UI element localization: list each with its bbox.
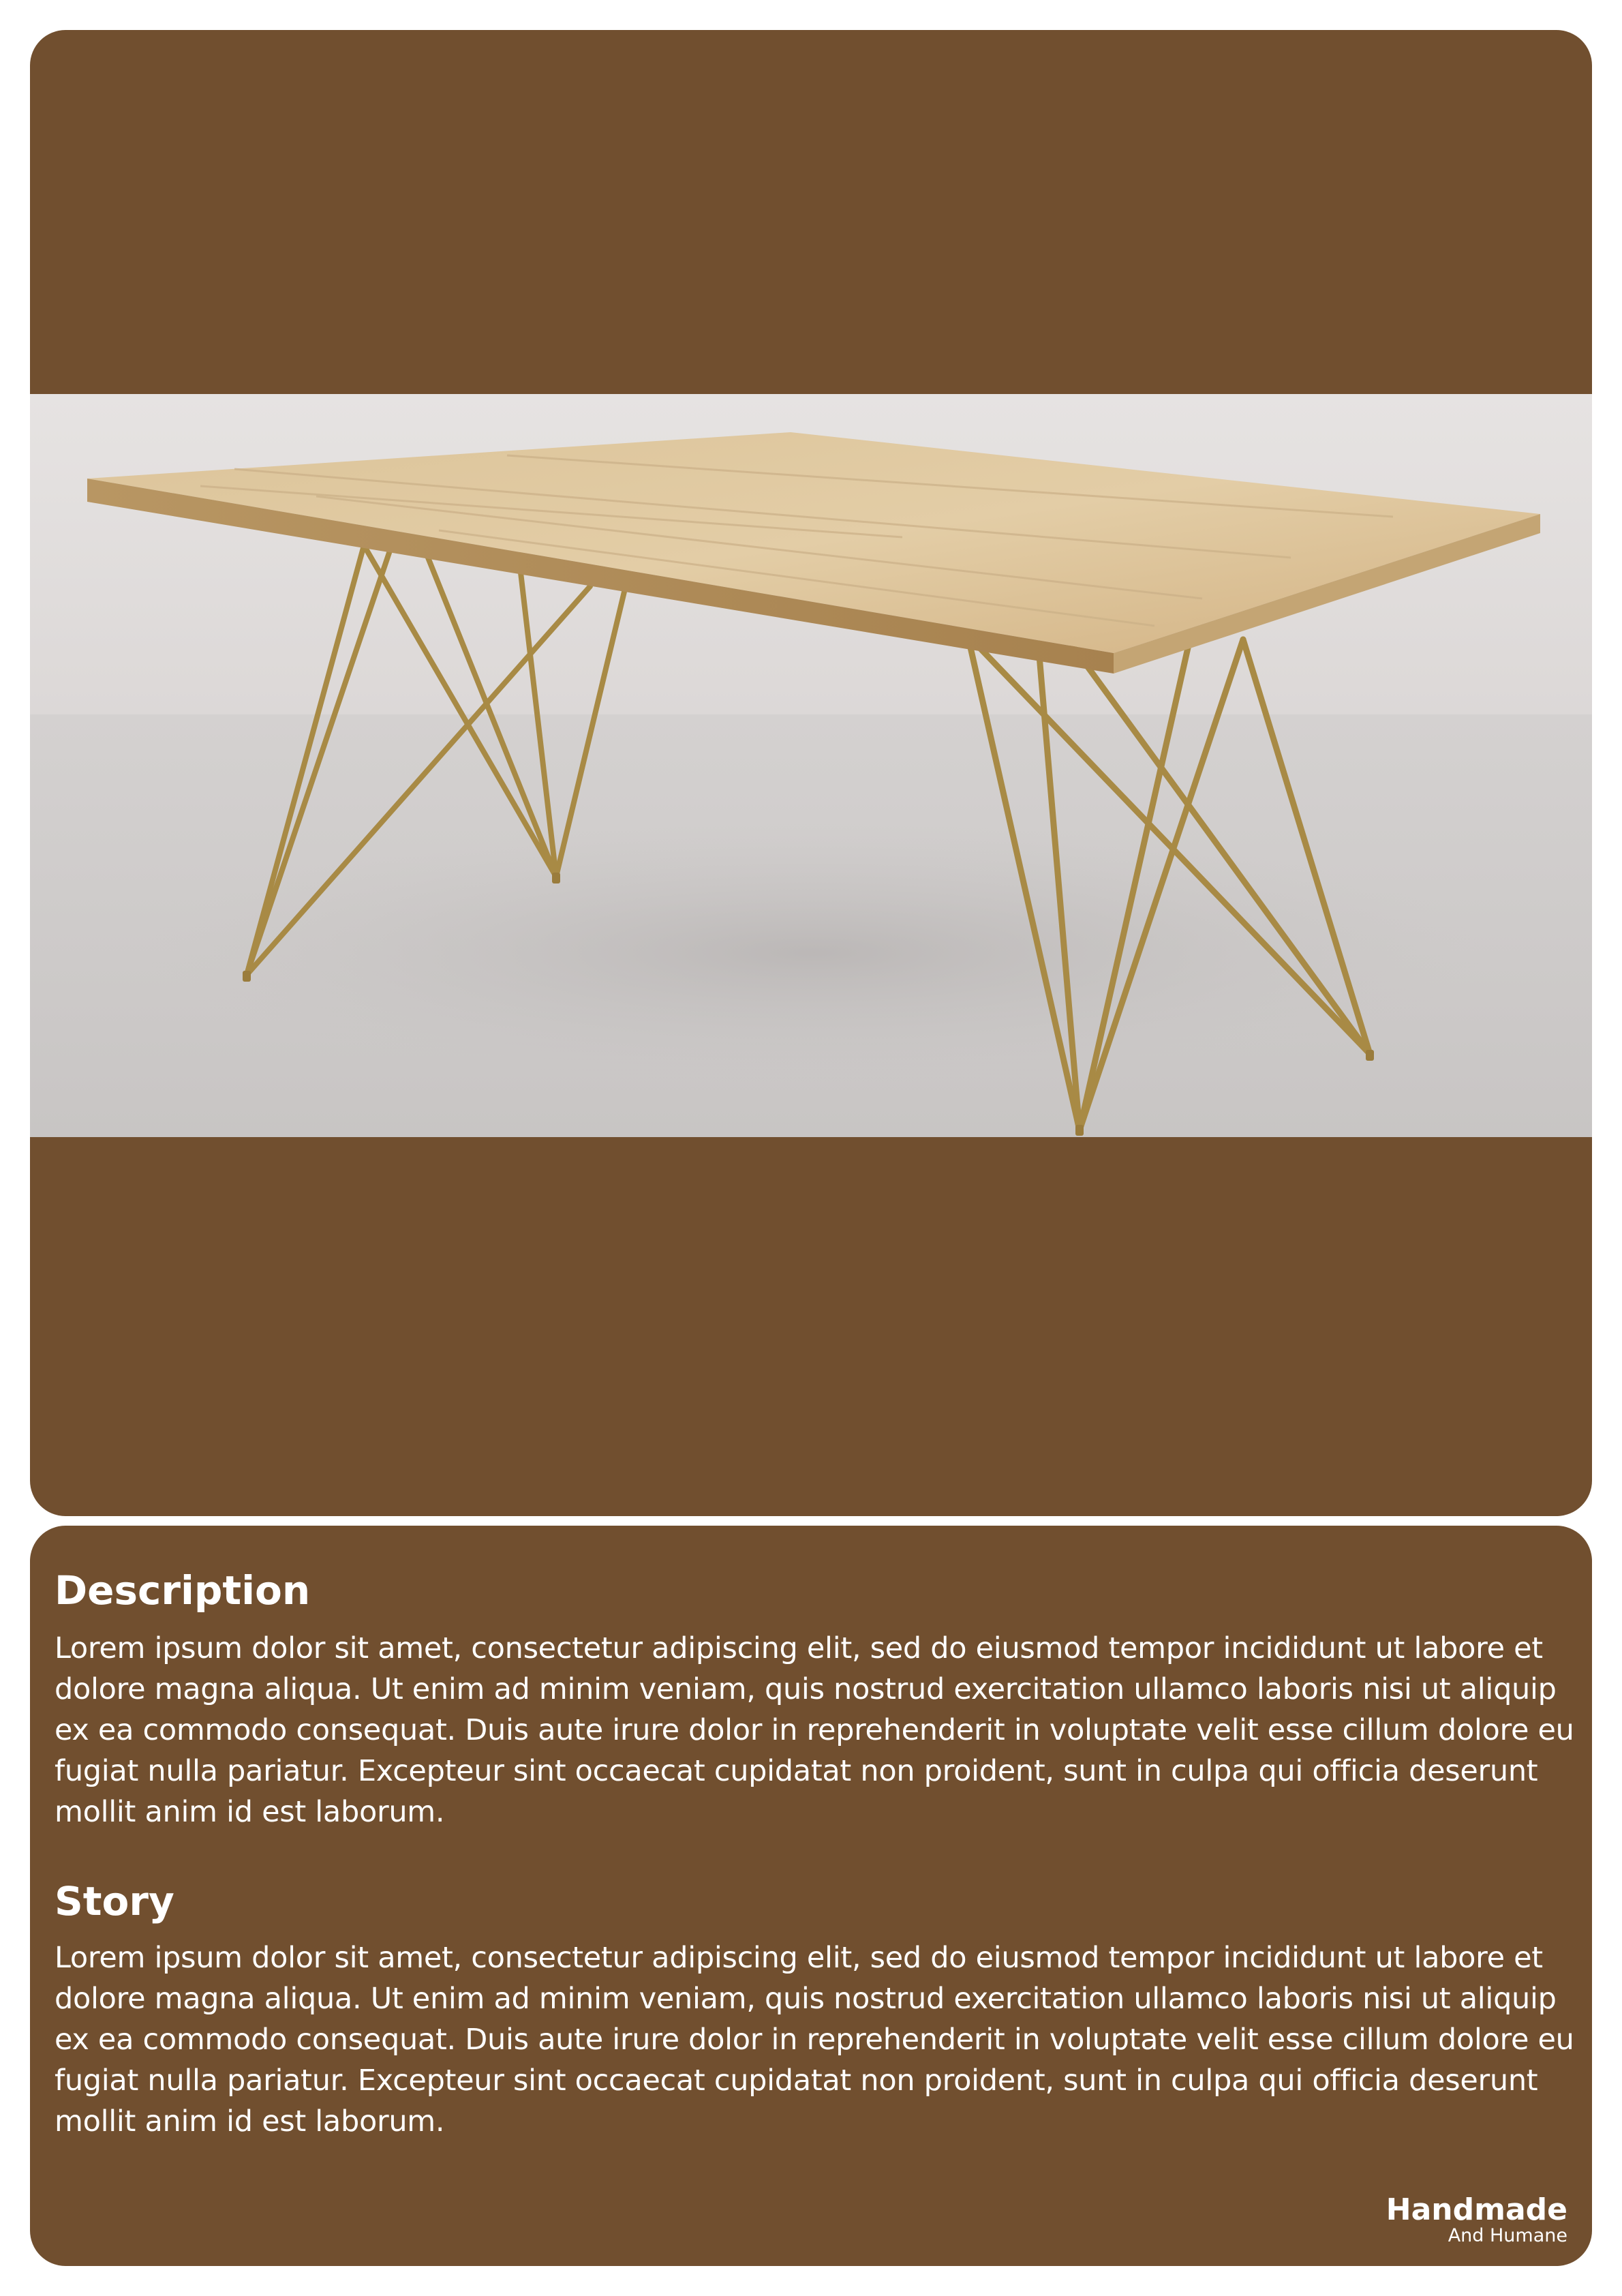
brand-logo — [1386, 2194, 1567, 2246]
table-photo — [30, 394, 1592, 1137]
story-heading: Story — [55, 1878, 174, 1924]
brand-name: Handmade — [1386, 2192, 1567, 2227]
info-card — [30, 1526, 1592, 2266]
description-text: Lorem ipsum dolor sit amet, consectetur adipiscing elit, sed do eiusmod tempor incididunt ut labore et dolore magna aliqua. Ut enim ad minim veniam, quis nostrud exercitation ullamco laboris nisi ut aliquip ex ea commodo consequat. Duis aute irure dolor in reprehenderit in voluptate velit esse cillum dolore eu fugiat nulla pariatur. Excepteur sint occaecat cupidatat non proident, sunt in culpa qui officia deserunt mollit anim id est laborum. — [55, 1631, 1574, 1829]
description-heading: Description — [55, 1567, 311, 1614]
hero-card — [30, 30, 1592, 1516]
story-text: Lorem ipsum dolor sit amet, consectetur adipiscing elit, sed do eiusmod tempor incididunt ut labore et dolore magna aliqua. Ut enim ad minim veniam, quis nostrud exercitation ullamco laboris nisi ut aliquip ex ea commodo consequat. Duis aute irure dolor in reprehenderit in voluptate velit esse cillum dolore eu fugiat nulla pariatur. Excepteur sint occaecat cupidatat non proident, sunt in culpa qui officia deserunt mollit anim id est laborum. — [55, 1941, 1574, 2139]
brand-tagline: And Humane — [1448, 2225, 1567, 2246]
